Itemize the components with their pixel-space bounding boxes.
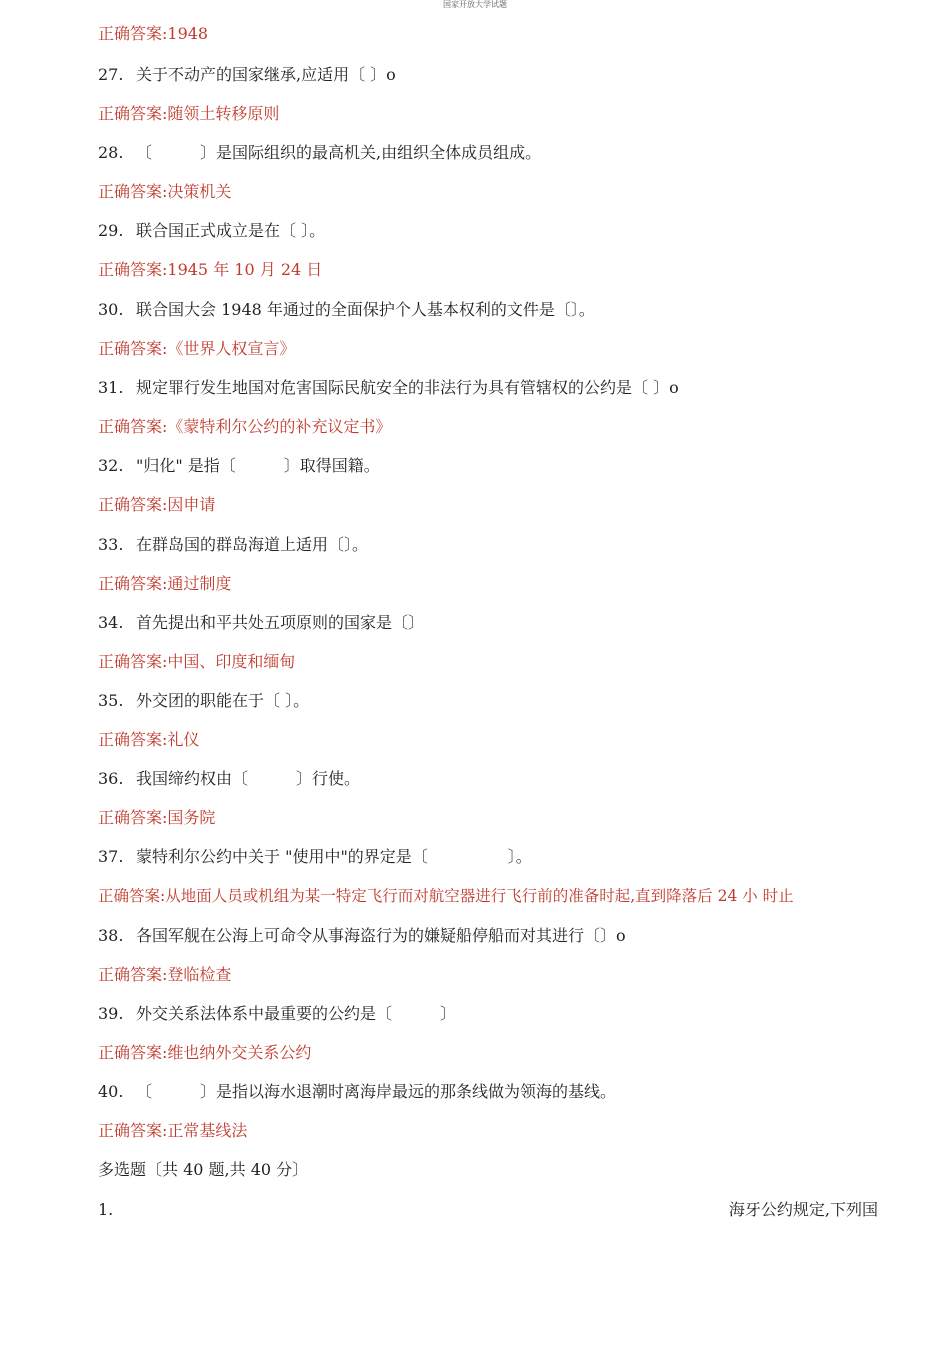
question-number: 33. [98,535,124,554]
answer-line: 正确答案:通过制度 [98,574,232,593]
question-number: 37. [98,847,124,866]
question-line [98,847,532,867]
question-text: 关于不动产的国家继承,应适用〔 〕o [136,65,396,84]
question-line [98,300,595,320]
question-number: 38. [98,926,124,945]
answer-line: 正确答案:从地面人员或机组为某一特定飞行而对航空器进行飞行前的准备时起,直到降落后 24 小 时止 [98,887,794,905]
question-number: 1. [98,1200,114,1219]
question-line [98,535,368,555]
question-number: 34. [98,613,124,632]
answer-line: 正确答案:1945 年 10 月 24 日 [98,260,323,279]
answer-line: 正确答案:决策机关 [98,182,232,201]
question-line [98,221,325,241]
question-text-fragment: 海牙公约规定,下列国 [728,1200,878,1219]
question-line [98,613,424,633]
question-number: 32. [98,456,124,475]
question-line [98,1082,616,1102]
question-text: 规定罪行发生地国对危害国际民航安全的非法行为具有管辖权的公约是〔 〕o [136,378,679,397]
question-number: 27. [98,65,124,84]
question-text: 联合国大会 1948 年通过的全面保护个人基本权利的文件是〔〕。 [136,300,595,319]
question-text: "归化" 是指〔 〕取得国籍。 [136,456,380,475]
question-line [98,1200,136,1220]
section-heading: 多选题〔共 40 题,共 40 分〕 [98,1160,309,1179]
question-text: 在群岛国的群岛海道上适用〔〕。 [136,535,369,554]
answer-line: 正确答案:随领土转移原则 [98,104,280,123]
question-number: 39. [98,1004,124,1023]
page-header: 国家开放大学试题 [443,0,507,9]
question-number: 40. [98,1082,124,1101]
question-text: 外交关系法体系中最重要的公约是〔 〕 [136,1004,457,1023]
question-number: 28. [98,143,124,162]
answer-line: 正确答案:维也纳外交关系公约 [98,1043,312,1062]
answer-line: 正确答案:中国、印度和缅甸 [98,652,296,671]
question-number: 36. [98,769,124,788]
answer-line: 正确答案:因申请 [98,495,216,514]
question-number: 29. [98,221,124,240]
question-text: 各国军舰在公海上可命令从事海盗行为的嫌疑船停船而对其进行〔〕o [136,926,626,945]
question-text: 首先提出和平共处五项原则的国家是〔〕 [136,613,425,632]
question-text: 〔 〕是国际组织的最高机关,由组织全体成员组成。 [136,143,542,162]
question-text: 我国缔约权由〔 〕行使。 [136,769,361,788]
question-text: 〔 〕是指以海水退潮时离海岸最远的那条线做为领海的基线。 [136,1082,617,1101]
question-text: 外交团的职能在于〔 〕。 [136,691,310,710]
question-line [98,378,679,398]
question-line [98,65,396,85]
answer-line: 正确答案:国务院 [98,808,216,827]
answer-line: 正确答案:正常基线法 [98,1121,248,1140]
answer-line: 正确答案:《世界人权宣言》 [98,339,296,358]
question-number: 31. [98,378,124,397]
question-line [98,456,380,476]
answer-line: 正确答案:礼仪 [98,730,200,749]
question-number: 30. [98,300,124,319]
question-text: 联合国正式成立是在〔 〕。 [136,221,326,240]
question-number: 35. [98,691,124,710]
question-line [98,769,360,789]
question-line [98,143,541,163]
answer-line: 正确答案:1948 [98,24,209,43]
question-line [98,1004,456,1024]
question-line [98,926,626,946]
answer-line: 正确答案:《蒙特利尔公约的补充议定书》 [98,417,392,436]
question-text: 蒙特利尔公约中关于 "使用中"的界定是〔 〕。 [136,847,532,866]
answer-line: 正确答案:登临检查 [98,965,232,984]
question-line [98,691,309,711]
